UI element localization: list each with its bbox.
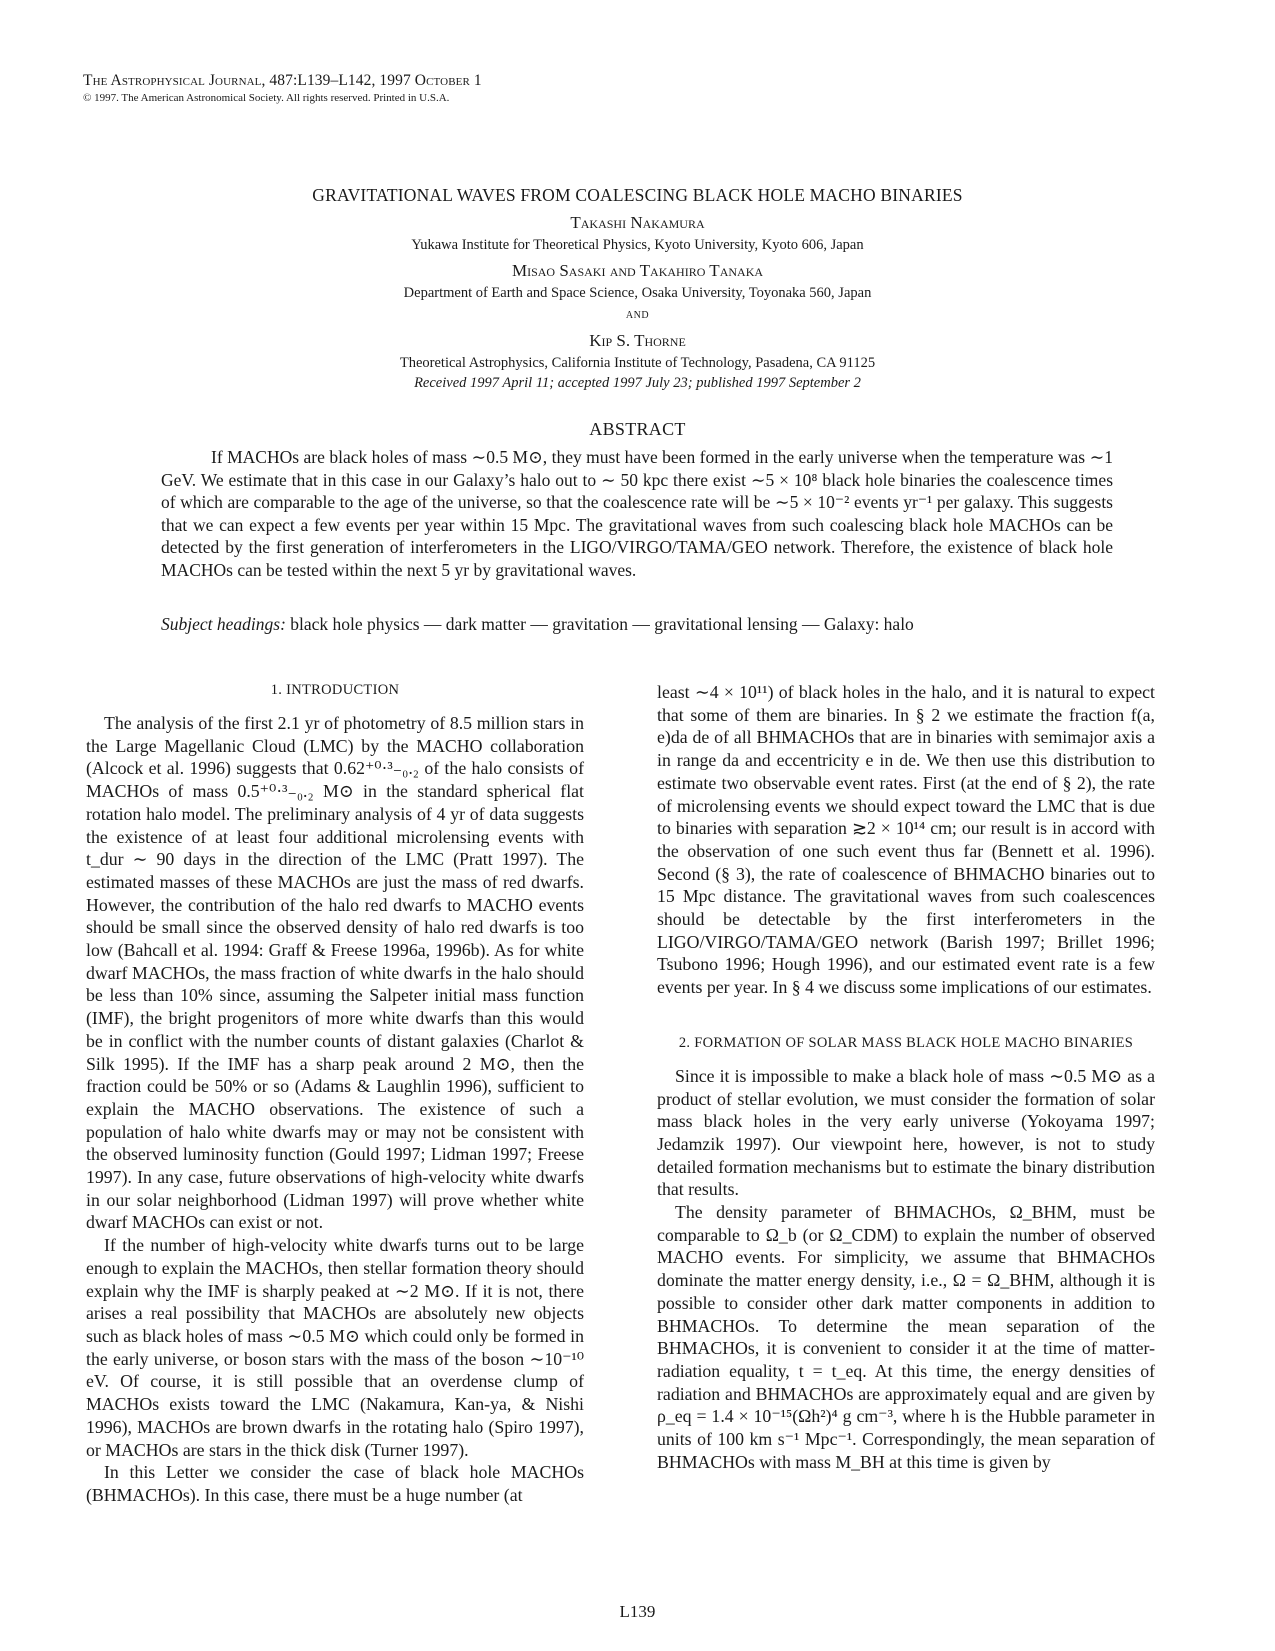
copyright-line: © 1997. The American Astronomical Society. All rights reserved. Printed in U.S.A. xyxy=(83,92,450,104)
abstract-heading: ABSTRACT xyxy=(589,419,686,439)
section-heading-formation: 2. FORMATION OF SOLAR MASS BLACK HOLE MACHO BINARIES xyxy=(678,1034,1134,1051)
author-3: Kip S. Thorne xyxy=(589,331,686,350)
affiliation-3: Theoretical Astrophysics, California Institute of Technology, Pasadena, CA 91125 xyxy=(399,355,876,371)
abstract-text: If MACHOs are black holes of mass ∼0.5 M⊙, they must have been formed in the early universe when the temperature was ∼1 GeV. We estimate that in this case in our Galaxy’s halo out to ∼ 50 kpc there exist ∼5 × 10⁸ black hole binaries the coalescence times of which are comparable to the age of the universe, so that the coalescence rate will be ∼5 × 10⁻² events yr⁻¹ per galaxy. This suggests that we can expect a few events per year within 15 Mpc. The gravitational waves from such coalescing black hole MACHOs can be detected by the first generation of interferometers in the LIGO/VIRGO/TAMA/GEO network. Therefore, the existence of black hole MACHOs can be tested within the next 5 yr by gravitational waves. xyxy=(161,447,1113,580)
intro-paragraph-3: In this Letter we consider the case of black hole MACHOs (BHMACHOs). In this case, there must be a huge number (at xyxy=(86,1462,584,1505)
author-1: Takashi Nakamura xyxy=(570,213,705,232)
section-heading-introduction: 1. INTRODUCTION xyxy=(270,682,400,698)
formation-paragraph-1: Since it is impossible to make a black hole of mass ∼0.5 M⊙ as a product of stellar evolution, we must consider the formation of solar mass black holes in the very early universe (Yokoyama 1997; Jedamzik 1997). Our viewpoint here, however, is not to study detailed formation mechanisms but to estimate the binary distribution that results. xyxy=(657,1065,1155,1200)
right-column xyxy=(657,681,1155,1474)
subject-headings xyxy=(161,613,1113,635)
subject-list: black hole physics — dark matter — gravitation — gravitational lensing — Galaxy: halo xyxy=(290,614,914,634)
page-number: L139 xyxy=(619,1602,656,1621)
affiliation-2: Department of Earth and Space Science, Osaka University, Toyonaka 560, Japan xyxy=(403,285,872,301)
title-block xyxy=(0,184,1275,392)
affiliation-1: Yukawa Institute for Theoretical Physics, Kyoto University, Kyoto 606, Japan xyxy=(411,237,864,253)
intro-paragraph-1: The analysis of the first 2.1 yr of photometry of 8.5 million stars in the Large Magellanic Cloud (LMC) by the MACHO collaboration (Alcock et al. 1996) suggests that 0.62⁺⁰·³₋₀.₂ of the halo consists of MACHOs of mass 0.5⁺⁰·³₋₀.₂ M⊙ in the standard spherical flat rotation halo model. The preliminary analysis of 4 yr of data suggests the existence of at least four additional microlensing events with t_dur ∼ 90 days in the direction of the LMC (Pratt 1997). The estimated masses of these MACHOs are just the mass of red dwarfs. However, the contribution of the halo red dwarfs to MACHO events should be small since the observed density of halo red dwarfs is too low (Bahcall et al. 1994: Graff & Freese 1996a, 1996b). As for white dwarf MACHOs, the mass fraction of white dwarfs in the halo should be less than 10% since, assuming the Salpeter initial mass function (IMF), the bright progenitors of more white dwarfs than this would be in conflict with the number counts of distant galaxies (Charlot & Silk 1995). If the IMF has a sharp peak around 2 M⊙, then the fraction could be 50% or so (Adams & Laughlin 1996), sufficient to explain the MACHO observations. The existence of such a population of halo white dwarfs may or may not be consistent with the observed luminosity function (Gould 1997; Lidman 1997; Freese 1997). In any case, future observations of high-velocity white dwarfs in our solar neighborhood (Lidman 1997) will prove whether white dwarf MACHOs can exist or not. xyxy=(86,713,584,1233)
subject-label: Subject headings: xyxy=(161,614,286,634)
received-dates: Received 1997 April 11; accepted 1997 July 23; published 1997 September 2 xyxy=(414,375,861,391)
author-2: Misao Sasaki and Takahiro Tanaka xyxy=(511,261,764,280)
running-header xyxy=(83,72,783,105)
and-separator: and xyxy=(625,307,650,322)
paper-title: GRAVITATIONAL WAVES FROM COALESCING BLACK HOLE MACHO BINARIES xyxy=(312,185,963,205)
journal-citation: The Astrophysical Journal, 487:L139–L142, 1997 October 1 xyxy=(83,72,482,89)
formation-paragraph-2: The density parameter of BHMACHOs, Ω_BHM, must be comparable to Ω_b (or Ω_CDM) to explain the number of observed MACHO events. For simplicity, we assume that BHMACHOs dominate the matter energy density, i.e., Ω = Ω_BHM, although it is possible to consider other dark matter components in addition to BHMACHOs. To determine the mean separation of the BHMACHOs, it is convenient to consider it at the time of matter-radiation equality, t = t_eq. At this time, the energy densities of radiation and BHMACHOs are approximately equal and are given by ρ_eq = 1.4 × 10⁻¹⁵(Ωh²)⁴ g cm⁻³, where h is the Hubble parameter in units of 100 km s⁻¹ Mpc⁻¹. Correspondingly, the mean separation of BHMACHOs with mass M_BH at this time is given by xyxy=(657,1202,1155,1472)
left-column xyxy=(86,681,584,1507)
intro-paragraph-2: If the number of high-velocity white dwarfs turns out to be large enough to explain the MACHOs, then stellar formation theory should explain why the IMF is sharply peaked at ∼2 M⊙. If it is not, there arises a real possibility that MACHOs are absolutely new objects such as black holes of mass ∼0.5 M⊙ which could only be formed in the early universe, or boson stars with the mass of the boson ∼10⁻¹⁰ eV. Of course, it is still possible that an overdense clump of MACHOs exists toward the LMC (Nakamura, Kan-ya, & Nishi 1996), MACHOs are brown dwarfs in the rotating halo (Spiro 1997), or MACHOs are stars in the thick disk (Turner 1997). xyxy=(86,1235,584,1460)
intro-paragraph-3-continued: least ∼4 × 10¹¹) of black holes in the halo, and it is natural to expect that some of them are binaries. In § 2 we estimate the fraction f(a, e)da de of all BHMACHOs that are in binaries with semimajor axis a in range da and eccentricity e in de. We then use this distribution to estimate two observable event rates. First (at the end of § 2), the rate of microlensing events we should expect toward the LMC that is due to binaries with separation ≳2 × 10¹⁴ cm; our result is in accord with the observation of one such event thus far (Bennett et al. 1996). Second (§ 3), the rate of coalescence of BHMACHO binaries out to 15 Mpc distance. The gravitational waves from such coalescences should be detectable by the first interferometers in the LIGO/VIRGO/TAMA/GEO network (Barish 1997; Brillet 1996; Tsubono 1996; Hough 1996), and our estimated event rate is a few events per year. In § 4 we discuss some implications of our estimates. xyxy=(657,682,1155,998)
